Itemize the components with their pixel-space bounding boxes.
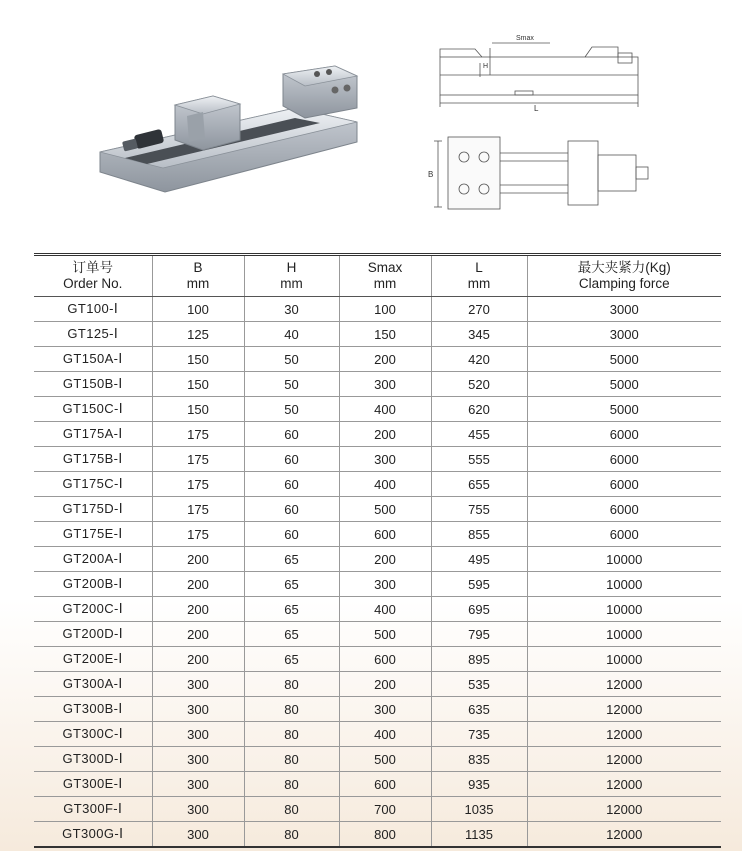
smax-cell: 300: [339, 697, 431, 722]
header-clamping-force: [527, 255, 721, 297]
b-cell: 150: [152, 397, 244, 422]
smax-cell: 200: [339, 547, 431, 572]
header-line-secondary: mm: [186, 276, 210, 291]
b-cell: 200: [152, 597, 244, 622]
table-row: [34, 372, 721, 397]
order-no-cell: GT200B-Ⅰ: [34, 572, 152, 597]
clamping-force-cell: 12000: [527, 797, 721, 822]
h-cell: 80: [244, 697, 339, 722]
smax-cell: 100: [339, 297, 431, 322]
smax-cell: 800: [339, 822, 431, 848]
table-row: [34, 422, 721, 447]
b-cell: 150: [152, 372, 244, 397]
b-cell: 300: [152, 772, 244, 797]
header-line-primary: B: [193, 260, 203, 275]
side-view-drawing: [440, 43, 638, 107]
smax-cell: 400: [339, 597, 431, 622]
table-row: [34, 647, 721, 672]
table-row: [34, 772, 721, 797]
order-no-cell: GT200A-Ⅰ: [34, 547, 152, 572]
order-no-cell: GT150B-Ⅰ: [34, 372, 152, 397]
header-line-primary: L: [475, 260, 483, 275]
smax-cell: 600: [339, 772, 431, 797]
order-no-cell: GT175D-Ⅰ: [34, 497, 152, 522]
order-no-cell: GT100-Ⅰ: [34, 297, 152, 322]
l-cell: 620: [431, 397, 527, 422]
order-no-cell: GT200D-Ⅰ: [34, 622, 152, 647]
smax-cell: 600: [339, 522, 431, 547]
l-cell: 495: [431, 547, 527, 572]
h-label: H: [483, 63, 489, 70]
l-cell: 795: [431, 622, 527, 647]
b-cell: 200: [152, 622, 244, 647]
clamping-force-cell: 5000: [527, 397, 721, 422]
b-cell: 200: [152, 647, 244, 672]
h-cell: 80: [244, 747, 339, 772]
clamping-force-cell: 3000: [527, 322, 721, 347]
b-cell: 300: [152, 747, 244, 772]
table-row: [34, 822, 721, 848]
smax-cell: 300: [339, 447, 431, 472]
clamping-force-cell: 12000: [527, 822, 721, 848]
clamping-force-cell: 10000: [527, 572, 721, 597]
h-cell: 60: [244, 497, 339, 522]
l-cell: 735: [431, 722, 527, 747]
l-cell: 1035: [431, 797, 527, 822]
order-no-cell: GT200C-Ⅰ: [34, 597, 152, 622]
table-row: [34, 547, 721, 572]
clamping-force-cell: 6000: [527, 472, 721, 497]
b-cell: 300: [152, 822, 244, 848]
l-cell: 345: [431, 322, 527, 347]
table-row: [34, 297, 721, 322]
table-row: [34, 522, 721, 547]
b-cell: 300: [152, 722, 244, 747]
b-cell: 175: [152, 497, 244, 522]
smax-cell: 700: [339, 797, 431, 822]
header-line-primary: 最大夹紧力(Kg): [577, 260, 671, 275]
order-no-cell: GT150C-Ⅰ: [34, 397, 152, 422]
header-l: [431, 255, 527, 297]
header-order-no: [34, 255, 152, 297]
table-row: [34, 472, 721, 497]
smax-cell: 300: [339, 372, 431, 397]
table-row: [34, 447, 721, 472]
clamping-force-cell: 6000: [527, 422, 721, 447]
order-no-cell: GT125-Ⅰ: [34, 322, 152, 347]
vise-technical-drawings: [420, 25, 660, 225]
clamping-force-cell: 12000: [527, 697, 721, 722]
b-cell: 175: [152, 422, 244, 447]
smax-cell: 200: [339, 347, 431, 372]
h-cell: 80: [244, 797, 339, 822]
smax-cell: 150: [339, 322, 431, 347]
clamping-force-cell: 10000: [527, 547, 721, 572]
l-cell: 935: [431, 772, 527, 797]
clamping-force-cell: 12000: [527, 772, 721, 797]
table-row: [34, 722, 721, 747]
b-cell: 175: [152, 472, 244, 497]
smax-cell: 400: [339, 397, 431, 422]
smax-cell: 200: [339, 422, 431, 447]
l-cell: 555: [431, 447, 527, 472]
order-no-cell: GT300D-Ⅰ: [34, 747, 152, 772]
clamping-force-cell: 3000: [527, 297, 721, 322]
l-cell: 535: [431, 672, 527, 697]
clamping-force-cell: 10000: [527, 622, 721, 647]
l-cell: 270: [431, 297, 527, 322]
l-cell: 695: [431, 597, 527, 622]
l-cell: 835: [431, 747, 527, 772]
order-no-cell: GT300C-Ⅰ: [34, 722, 152, 747]
l-cell: 520: [431, 372, 527, 397]
h-cell: 80: [244, 822, 339, 848]
b-cell: 300: [152, 697, 244, 722]
h-cell: 80: [244, 772, 339, 797]
order-no-cell: GT300E-Ⅰ: [34, 772, 152, 797]
table-row: [34, 622, 721, 647]
h-cell: 60: [244, 472, 339, 497]
h-cell: 50: [244, 397, 339, 422]
order-no-cell: GT150A-Ⅰ: [34, 347, 152, 372]
specification-table: [34, 253, 721, 848]
table-row: [34, 322, 721, 347]
l-cell: 1135: [431, 822, 527, 848]
header-line-primary: H: [286, 260, 297, 275]
smax-cell: 600: [339, 647, 431, 672]
clamping-force-cell: 12000: [527, 722, 721, 747]
clamping-force-cell: 6000: [527, 497, 721, 522]
smax-cell: 200: [339, 672, 431, 697]
l-cell: 635: [431, 697, 527, 722]
l-cell: 755: [431, 497, 527, 522]
table-header-row: [34, 255, 721, 297]
clamping-force-cell: 5000: [527, 347, 721, 372]
b-cell: 300: [152, 797, 244, 822]
clamping-force-cell: 10000: [527, 647, 721, 672]
top-view-drawing: [434, 137, 648, 209]
clamping-force-cell: 12000: [527, 672, 721, 697]
h-cell: 65: [244, 572, 339, 597]
l-label: L: [534, 104, 539, 113]
order-no-cell: GT175C-Ⅰ: [34, 472, 152, 497]
order-no-cell: GT175B-Ⅰ: [34, 447, 152, 472]
b-cell: 300: [152, 672, 244, 697]
b-label: B: [428, 170, 434, 179]
h-cell: 65: [244, 597, 339, 622]
b-cell: 175: [152, 447, 244, 472]
clamping-force-cell: 6000: [527, 447, 721, 472]
table-body: [34, 297, 721, 848]
order-no-cell: GT300A-Ⅰ: [34, 672, 152, 697]
h-cell: 80: [244, 722, 339, 747]
smax-cell: 500: [339, 497, 431, 522]
order-no-cell: GT300G-Ⅰ: [34, 822, 152, 848]
b-cell: 175: [152, 522, 244, 547]
order-no-cell: GT200E-Ⅰ: [34, 647, 152, 672]
h-cell: 65: [244, 547, 339, 572]
l-cell: 455: [431, 422, 527, 447]
table-row: [34, 697, 721, 722]
h-cell: 50: [244, 372, 339, 397]
h-cell: 60: [244, 522, 339, 547]
b-cell: 150: [152, 347, 244, 372]
header-line-secondary: Clamping force: [578, 276, 670, 291]
h-cell: 60: [244, 447, 339, 472]
table-row: [34, 572, 721, 597]
header-line-secondary: Order No.: [63, 276, 123, 291]
smax-cell: 400: [339, 472, 431, 497]
smax-cell: 500: [339, 622, 431, 647]
header-line-secondary: mm: [373, 276, 397, 291]
smax-label: Smax: [516, 35, 534, 42]
table-row: [34, 797, 721, 822]
clamping-force-cell: 12000: [527, 747, 721, 772]
table-row: [34, 347, 721, 372]
b-cell: 200: [152, 547, 244, 572]
smax-cell: 300: [339, 572, 431, 597]
h-cell: 65: [244, 647, 339, 672]
smax-cell: 400: [339, 722, 431, 747]
clamping-force-cell: 5000: [527, 372, 721, 397]
vise-product-photo: [95, 60, 365, 200]
b-cell: 100: [152, 297, 244, 322]
table-row: [34, 672, 721, 697]
l-cell: 855: [431, 522, 527, 547]
l-cell: 595: [431, 572, 527, 597]
header-line-secondary: mm: [280, 276, 303, 291]
header-b: [152, 255, 244, 297]
header-line-primary: 订单号: [72, 260, 113, 275]
header-line-secondary: mm: [467, 276, 491, 291]
clamping-force-cell: 10000: [527, 597, 721, 622]
h-cell: 60: [244, 422, 339, 447]
h-cell: 50: [244, 347, 339, 372]
clamping-force-cell: 6000: [527, 522, 721, 547]
l-cell: 420: [431, 347, 527, 372]
h-cell: 65: [244, 622, 339, 647]
order-no-cell: GT300B-Ⅰ: [34, 697, 152, 722]
h-cell: 30: [244, 297, 339, 322]
table-row: [34, 747, 721, 772]
order-no-cell: GT300F-Ⅰ: [34, 797, 152, 822]
order-no-cell: GT175E-Ⅰ: [34, 522, 152, 547]
table-row: [34, 497, 721, 522]
b-cell: 200: [152, 572, 244, 597]
l-cell: 895: [431, 647, 527, 672]
header-line-primary: Smax: [367, 260, 403, 275]
order-no-cell: GT175A-Ⅰ: [34, 422, 152, 447]
l-cell: 655: [431, 472, 527, 497]
table-row: [34, 397, 721, 422]
header-h: [244, 255, 339, 297]
h-cell: 40: [244, 322, 339, 347]
header-smax: [339, 255, 431, 297]
h-cell: 80: [244, 672, 339, 697]
table-row: [34, 597, 721, 622]
b-cell: 125: [152, 322, 244, 347]
smax-cell: 500: [339, 747, 431, 772]
